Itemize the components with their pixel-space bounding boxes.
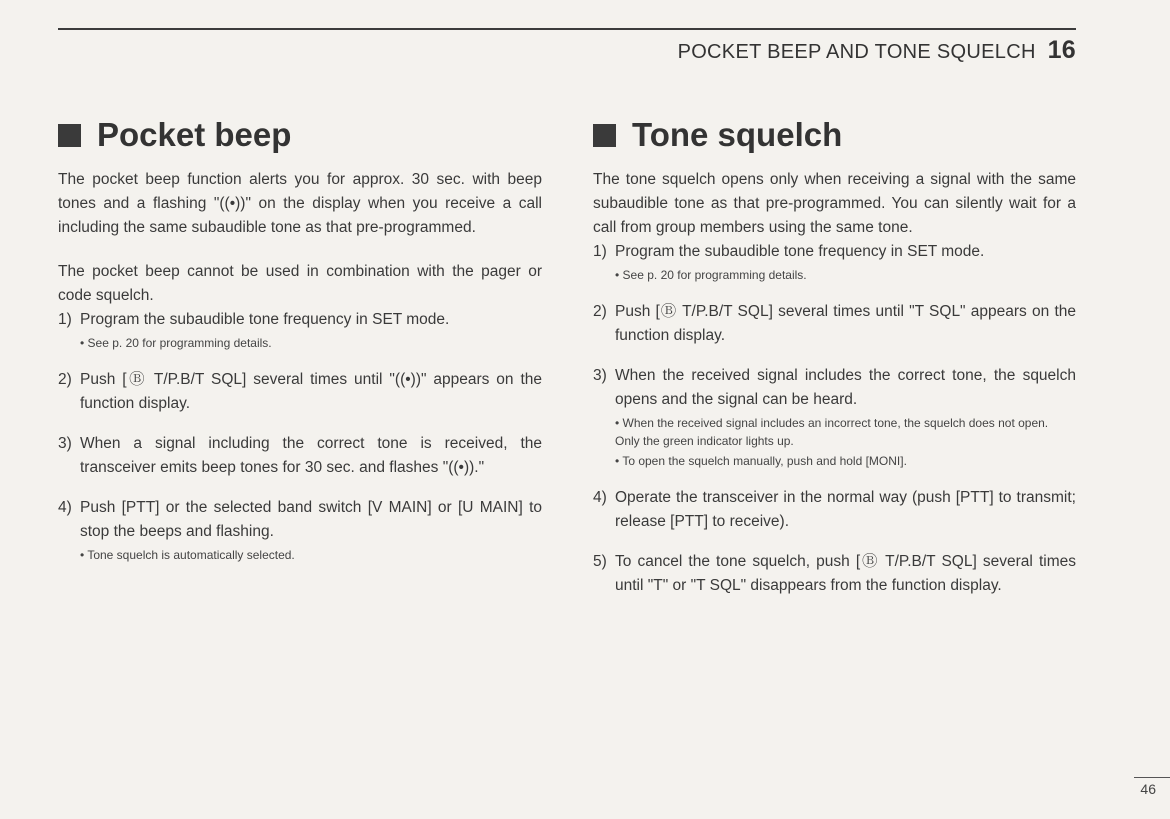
step-number: 2) xyxy=(58,371,72,388)
step-text: Operate the transceiver in the normal way (push [PTT] to transmit; release [PTT] to receive). xyxy=(615,489,1076,530)
step-number: 3) xyxy=(58,435,72,452)
chapter-number: 16 xyxy=(1047,36,1076,64)
tone-squelch-heading xyxy=(593,116,1076,154)
step-text: Program the subaudible tone frequency in SET mode. xyxy=(80,311,450,328)
tone-squelch-heading-text: Tone squelch xyxy=(632,116,843,153)
step-note: • See p. 20 for programming details. xyxy=(615,268,807,282)
pocket-beep-step-2 xyxy=(58,368,542,416)
tone-squelch-step-2 xyxy=(593,300,1076,348)
pocket-beep-section xyxy=(58,116,542,564)
running-head xyxy=(678,36,1076,65)
pocket-beep-step-4 xyxy=(58,496,542,564)
pocket-beep-step-3 xyxy=(58,432,542,480)
step-number: 2) xyxy=(593,303,607,320)
tone-squelch-step-4 xyxy=(593,486,1076,534)
tone-squelch-step-3 xyxy=(593,364,1076,470)
step-note: • To open the squelch manually, push and hold [MONI]. xyxy=(615,454,907,468)
step-text: When the received signal includes the correct tone, the squelch opens and the signal can be heard. xyxy=(615,367,1076,408)
step-number: 5) xyxy=(593,553,607,570)
tone-squelch-section xyxy=(593,116,1076,598)
pocket-beep-intro: The pocket beep function alerts you for approx. 30 sec. with beep tones and a flashing "((•))" on the display when you receive a call including the same subaudible tone as that pre-programmed. xyxy=(58,171,542,236)
step-number: 1) xyxy=(58,311,72,328)
step-note: • See p. 20 for programming details. xyxy=(80,336,272,350)
step-number: 3) xyxy=(593,367,607,384)
bullet-square-icon xyxy=(593,124,616,147)
step-text: Push [Ⓑ T/P.B/T SQL] several times until "T SQL" appears on the function display. xyxy=(615,303,1076,344)
pocket-beep-heading-text: Pocket beep xyxy=(97,116,292,153)
step-note: • Tone squelch is automatically selected. xyxy=(80,548,295,562)
step-number: 4) xyxy=(58,499,72,516)
step-text: When a signal including the correct tone is received, the transceiver emits beep tones for 30 sec. and flashes "((•))." xyxy=(80,435,542,476)
header-rule xyxy=(58,28,1076,30)
tone-squelch-steps xyxy=(593,240,1076,598)
step-text: To cancel the tone squelch, push [Ⓑ T/P.B/T SQL] several times until "T" or "T SQL" disappears from the function display. xyxy=(615,553,1076,594)
page-number: 46 xyxy=(1140,781,1156,797)
pocket-beep-restriction: The pocket beep cannot be used in combination with the pager or code squelch. xyxy=(58,263,542,304)
step-text: Program the subaudible tone frequency in SET mode. xyxy=(615,243,985,260)
step-text: Push [Ⓑ T/P.B/T SQL] several times until "((•))" appears on the function display. xyxy=(80,371,542,412)
step-number: 4) xyxy=(593,489,607,506)
page-number-rule xyxy=(1134,777,1170,778)
pocket-beep-step-1 xyxy=(58,308,542,352)
tone-squelch-step-5 xyxy=(593,550,1076,598)
tone-squelch-step-1 xyxy=(593,240,1076,284)
tone-squelch-intro: The tone squelch opens only when receiving a signal with the same subaudible tone as that pre-programmed. You can silently wait for a call from group members using the same tone. xyxy=(593,171,1076,236)
running-head-title: POCKET BEEP AND TONE SQUELCH xyxy=(677,41,1036,63)
step-text: Push [PTT] or the selected band switch [V MAIN] or [U MAIN] to stop the beeps and flashing. xyxy=(80,499,542,540)
pocket-beep-heading xyxy=(58,116,542,154)
bullet-square-icon xyxy=(58,124,81,147)
pocket-beep-steps xyxy=(58,308,542,564)
step-note: • When the received signal includes an incorrect tone, the squelch does not open. Only the green indicator lights up. xyxy=(615,416,1049,448)
step-number: 1) xyxy=(593,243,607,260)
